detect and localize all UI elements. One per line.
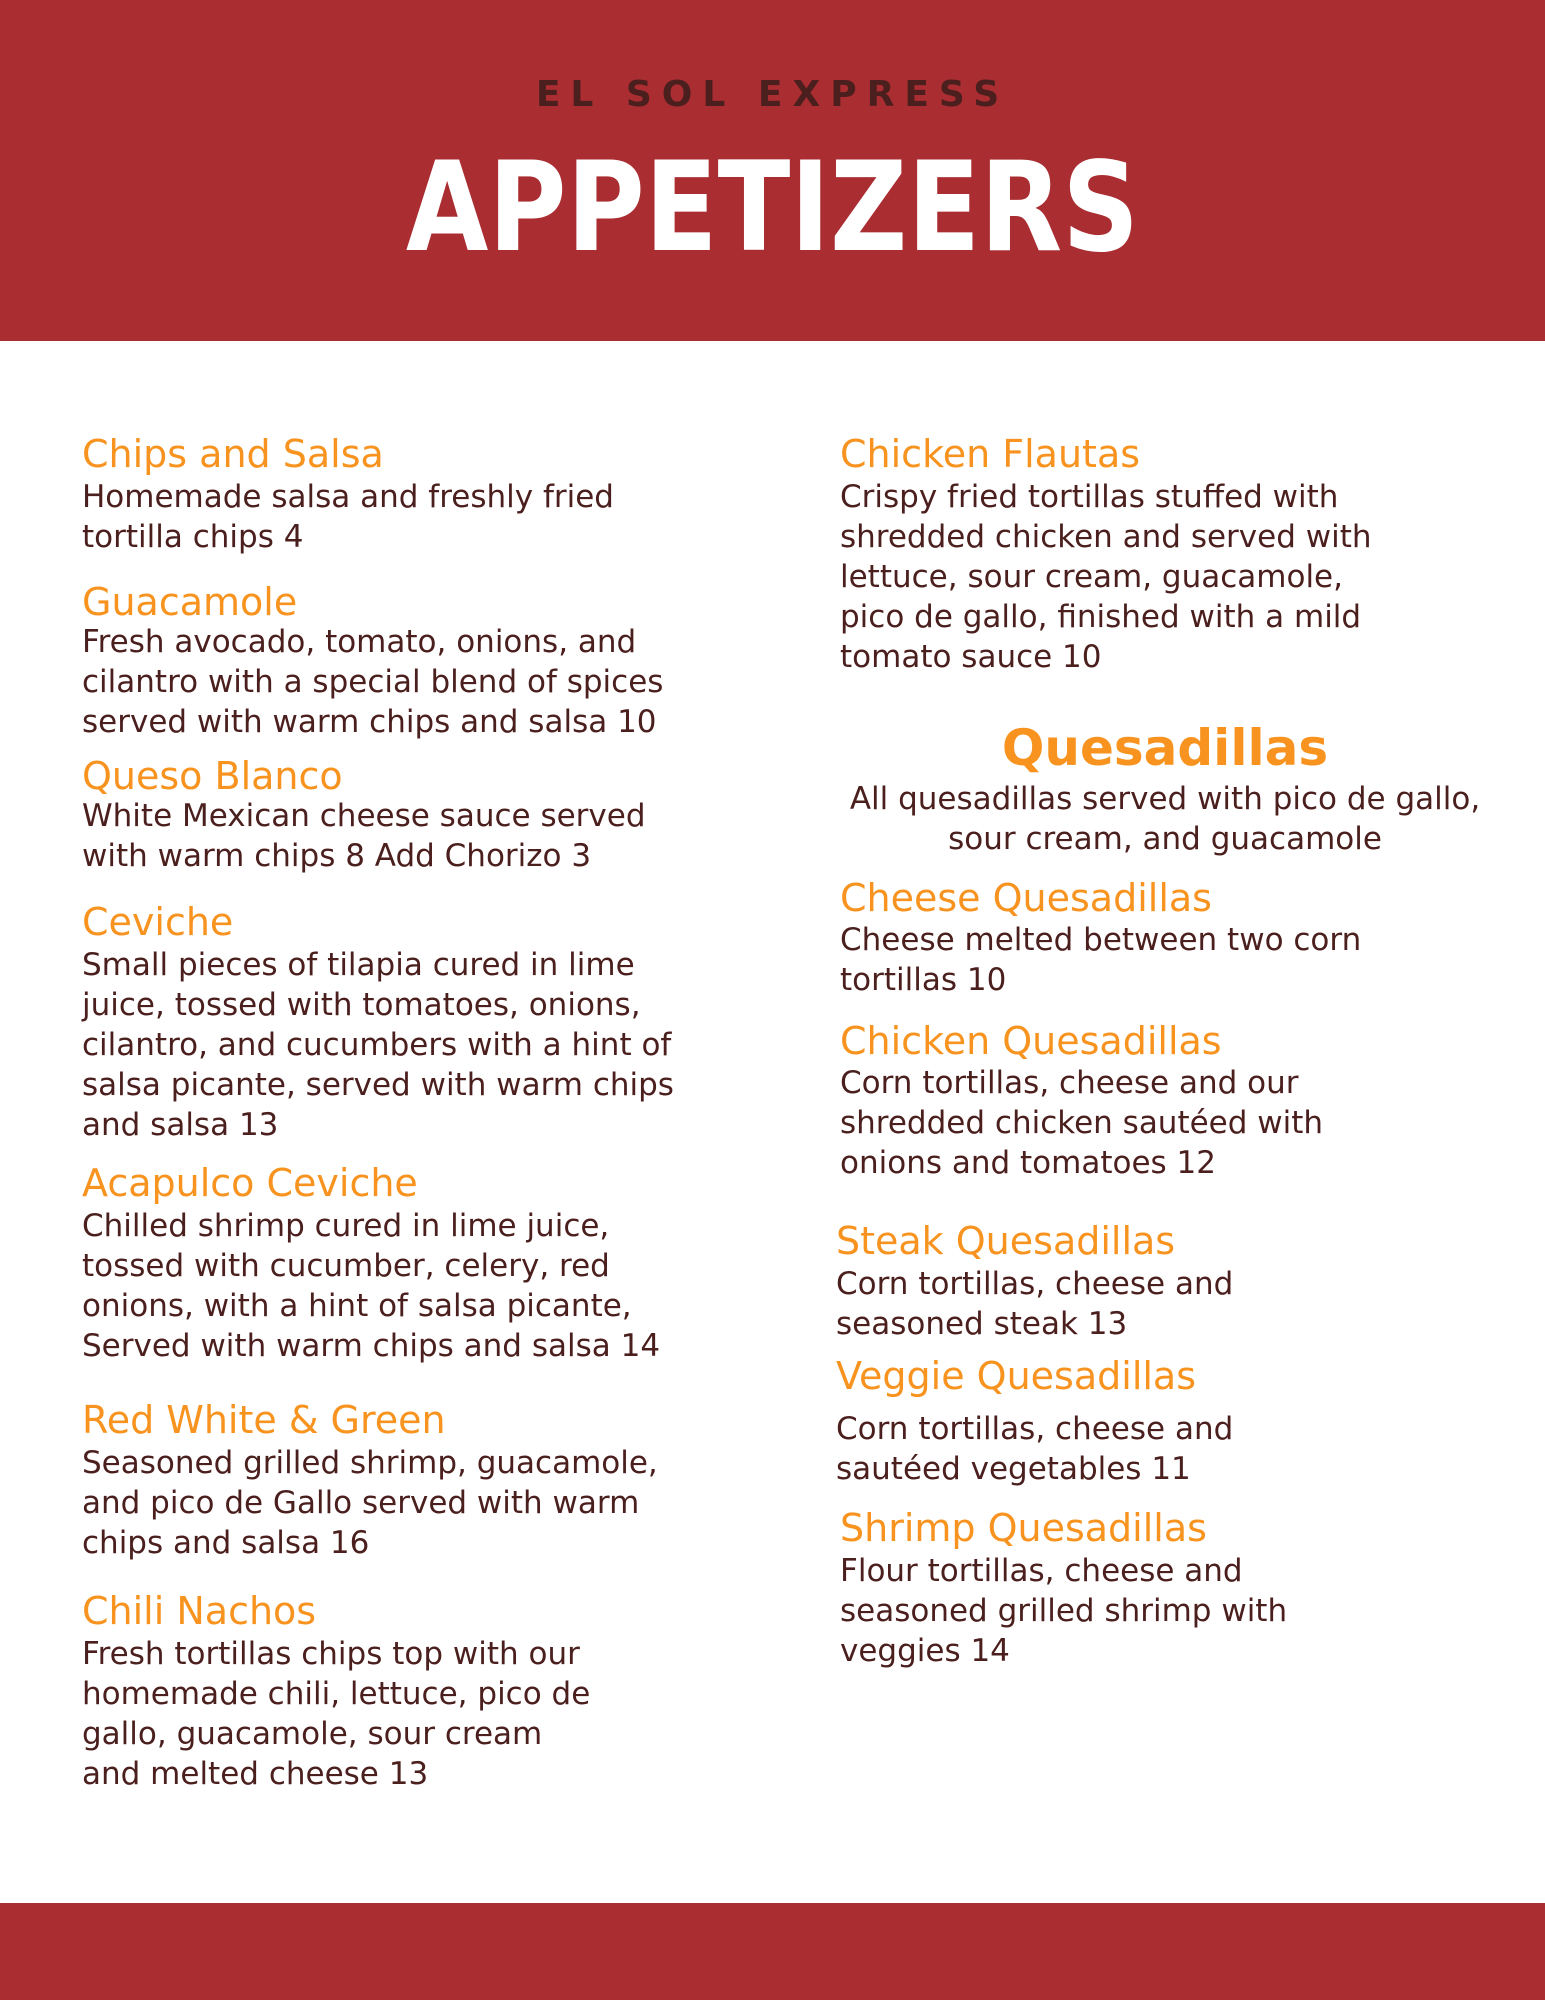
item-name: Red White & Green	[82, 1398, 446, 1442]
item-description: Chilled shrimp cured in lime juice, tossed with cucumber, celery, red onions, with a hint of salsa picante, Served with warm chips and salsa 14	[82, 1208, 661, 1364]
footer-banner	[0, 1903, 1545, 2000]
item-name: Chicken Flautas	[840, 432, 1141, 476]
item-name: Acapulco Ceviche	[82, 1161, 418, 1205]
page-title: APPETIZERS	[405, 136, 1140, 280]
item-name: Queso Blanco	[82, 754, 343, 798]
item-name: Steak Quesadillas	[836, 1219, 1176, 1263]
item-description: Seasoned grilled shrimp, guacamole, and pico de Gallo served with warm chips and salsa 16	[82, 1445, 658, 1561]
menu-item-veggie-quesadillas	[836, 1353, 1476, 1489]
menu-item-shrimp-quesadillas	[840, 1505, 1480, 1671]
restaurant-name: EL SOL EXPRESS	[535, 74, 1010, 115]
item-name: Ceviche	[82, 900, 234, 944]
menu-item-chips-and-salsa	[82, 431, 722, 557]
item-name: Chips and Salsa	[82, 432, 384, 476]
item-name: Chili Nachos	[82, 1589, 317, 1633]
menu-item-guacamole	[82, 582, 722, 742]
item-name: Guacamole	[82, 580, 298, 624]
menu-item-chicken-quesadillas	[840, 1019, 1480, 1183]
menu-item-queso-blanco	[82, 756, 722, 876]
menu-item-steak-quesadillas	[836, 1218, 1476, 1344]
item-description: Cheese melted between two corn tortillas 10	[840, 922, 1362, 998]
section-note: All quesadillas served with pico de gallo, sour cream, and guacamole	[849, 781, 1481, 857]
menu-item-red-white-green	[82, 1397, 722, 1563]
menu-item-ceviche	[82, 899, 722, 1145]
item-name: Veggie Quesadillas	[836, 1354, 1197, 1398]
item-name: Shrimp Quesadillas	[840, 1506, 1207, 1550]
item-description: Fresh avocado, tomato, onions, and cilantro with a special blend of spices served with warm chips and salsa 10	[82, 624, 664, 740]
section-title-quesadillas: Quesadillas	[1001, 719, 1329, 777]
item-description: Corn tortillas, cheese and sautéed vegetables 11	[836, 1411, 1234, 1487]
item-description: Crispy fried tortillas stuffed with shredded chicken and served with lettuce, sour cream, guacamole, pico de gallo, finished with a mild tomato sauce 10	[840, 479, 1372, 675]
header-banner	[0, 0, 1545, 341]
menu-item-chili-nachos	[82, 1588, 722, 1794]
item-description: Flour tortillas, cheese and seasoned grilled shrimp with veggies 14	[840, 1553, 1288, 1669]
item-name: Chicken Quesadillas	[840, 1019, 1222, 1063]
item-description: Small pieces of tilapia cured in lime juice, tossed with tomatoes, onions, cilantro, and cucumbers with a hint of salsa picante, served with warm chips and salsa 13	[82, 947, 674, 1143]
menu-item-chicken-flautas	[840, 431, 1480, 677]
item-name: Cheese Quesadillas	[840, 876, 1212, 920]
menu-item-cheese-quesadillas	[840, 876, 1480, 1000]
menu-item-acapulco-ceviche	[82, 1160, 722, 1366]
item-description: White Mexican cheese sauce served with warm chips 8 Add Chorizo 3	[82, 798, 646, 874]
item-description: Fresh tortillas chips top with our homemade chili, lettuce, pico de gallo, guacamole, sour cream and melted cheese 13	[82, 1636, 591, 1792]
item-description: Homemade salsa and freshly fried tortilla chips 4	[82, 479, 614, 555]
item-description: Corn tortillas, cheese and our shredded chicken sautéed with onions and tomatoes 12	[840, 1065, 1324, 1181]
item-description: Corn tortillas, cheese and seasoned steak 13	[836, 1266, 1234, 1342]
